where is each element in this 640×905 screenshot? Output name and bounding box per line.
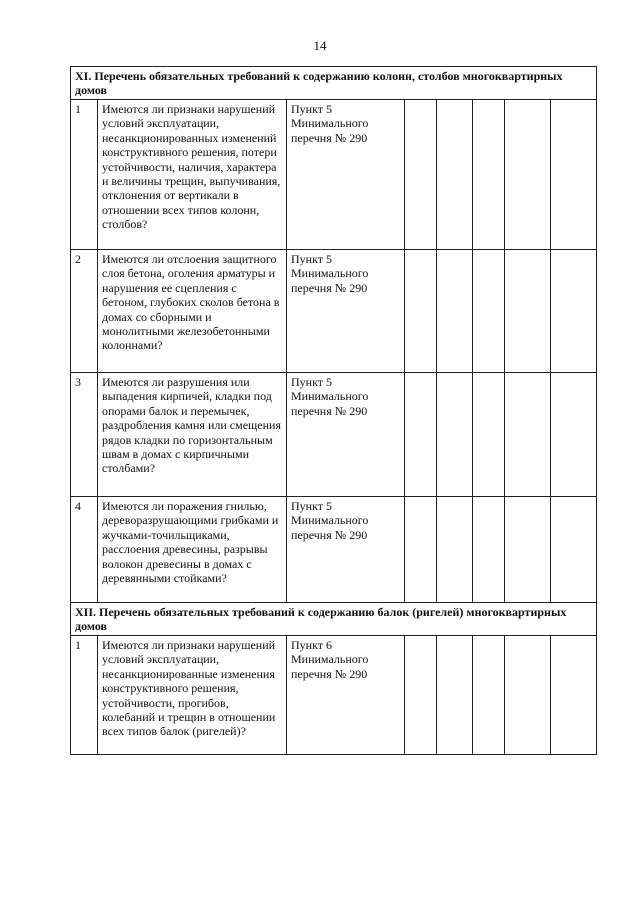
reference-cell: Пункт 5 Минимального перечня № 290 — [287, 373, 405, 497]
table-row — [71, 100, 597, 250]
row-number: 3 — [71, 373, 98, 497]
question-cell: Имеются ли поражения гнилью, дереворазрушающими грибками и жучками-точильщиками, расслоения древесины, разрывы волокон древесины в домах с деревянными стойками? — [98, 497, 287, 603]
note-cell — [551, 636, 597, 755]
note-cell — [551, 100, 597, 250]
answer-extra-cell — [505, 100, 551, 250]
answer-na-cell — [473, 373, 505, 497]
note-cell — [551, 497, 597, 603]
section-title: XI. Перечень обязательных требований к содержанию колонн, столбов многоквартирных домов — [71, 67, 597, 100]
answer-na-cell — [473, 636, 505, 755]
table-row — [71, 497, 597, 603]
answer-na-cell — [473, 250, 505, 373]
row-number: 2 — [71, 250, 98, 373]
section-title: XII. Перечень обязательных требований к содержанию балок (ригелей) многоквартирных домов — [71, 603, 597, 636]
answer-extra-cell — [505, 636, 551, 755]
table-row — [71, 373, 597, 497]
question-cell: Имеются ли признаки нарушений условий эксплуатации, несанкционированные изменения конструктивного решения, устойчивости, прогибов, колебаний и трещин в отношении всех типов балок (ригелей)? — [98, 636, 287, 755]
row-number: 1 — [71, 636, 98, 755]
answer-yes-cell — [405, 250, 437, 373]
requirements-table — [70, 66, 597, 755]
answer-extra-cell — [505, 497, 551, 603]
question-cell: Имеются ли признаки нарушений условий эксплуатации, несанкционированных изменений конструктивного решения, потери устойчивости, наличия, характера и величины трещин, выпучивания, отклонения от вертикали в отношении всех типов колонн, столбов? — [98, 100, 287, 250]
section-header — [71, 67, 597, 100]
answer-yes-cell — [405, 100, 437, 250]
answer-na-cell — [473, 100, 505, 250]
answer-yes-cell — [405, 636, 437, 755]
reference-cell: Пункт 6 Минимального перечня № 290 — [287, 636, 405, 755]
answer-yes-cell — [405, 373, 437, 497]
answer-na-cell — [473, 497, 505, 603]
row-number: 4 — [71, 497, 98, 603]
reference-cell: Пункт 5 Минимального перечня № 290 — [287, 100, 405, 250]
answer-no-cell — [437, 497, 473, 603]
answer-yes-cell — [405, 497, 437, 603]
answer-extra-cell — [505, 250, 551, 373]
answer-no-cell — [437, 250, 473, 373]
note-cell — [551, 373, 597, 497]
reference-cell: Пункт 5 Минимального перечня № 290 — [287, 250, 405, 373]
answer-extra-cell — [505, 373, 551, 497]
page-number: 14 — [313, 38, 327, 53]
question-cell: Имеются ли отслоения защитного слоя бетона, оголения арматуры и нарушения ее сцепления с бетоном, глубоких сколов бетона в домах со сборными и монолитными железобетонными колоннами? — [98, 250, 287, 373]
answer-no-cell — [437, 636, 473, 755]
answer-no-cell — [437, 100, 473, 250]
answer-no-cell — [437, 373, 473, 497]
note-cell — [551, 250, 597, 373]
section-header — [71, 603, 597, 636]
table-row — [71, 250, 597, 373]
table-row — [71, 636, 597, 755]
reference-cell: Пункт 5 Минимального перечня № 290 — [287, 497, 405, 603]
question-cell: Имеются ли разрушения или выпадения кирпичей, кладки под опорами балок и перемычек, раздробления камня или смещения рядов кладки по горизонтальным швам в домах с кирпичными столбами? — [98, 373, 287, 497]
row-number: 1 — [71, 100, 98, 250]
